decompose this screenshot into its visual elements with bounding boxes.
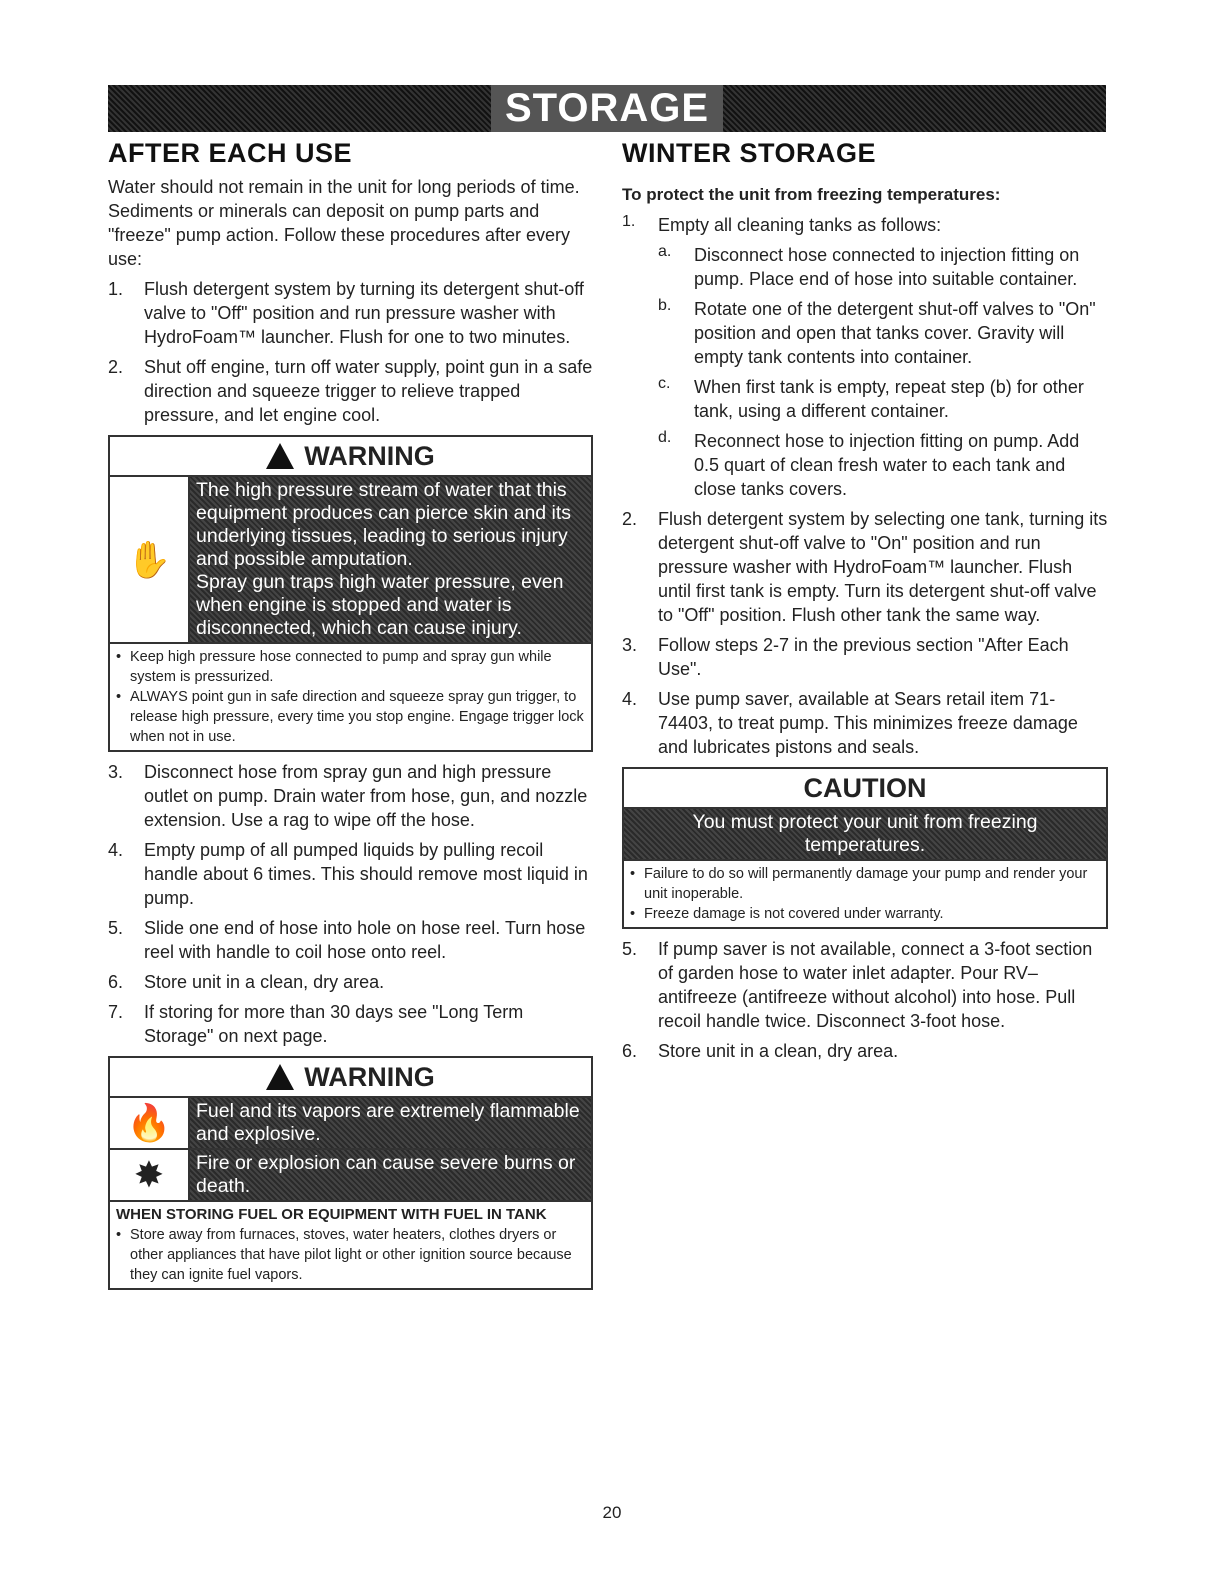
step-text: Store unit in a clean, dry area.: [144, 972, 385, 992]
intro-text: Water should not remain in the unit for long periods of time. Sediments or minerals can deposit on pump parts and "freeze" pump action. Follow these procedures after every use:: [108, 177, 580, 269]
note-item: • ALWAYS point gun in safe direction and squeeze spray gun trigger, to release high pressure, every time you stop engine. Engage trigger lock when not in use.: [116, 689, 584, 745]
note-item: • Freeze damage is not covered under warranty.: [630, 906, 944, 922]
winter-storage-column: [622, 138, 1108, 1063]
warning-message-row: [110, 477, 591, 644]
note-item: • Keep high pressure hose connected to pump and spray gun while system is pressurized.: [116, 647, 585, 687]
step-text: Empty pump of all pumped liquids by pulling recoil handle about 6 times. This should remove most liquid in pump.: [144, 840, 588, 908]
after-steps-a: [108, 277, 593, 427]
list-item: [108, 1000, 593, 1048]
section-banner: [108, 85, 1106, 132]
warning-message: Fuel and its vapors are extremely flammable and explosive.: [190, 1098, 591, 1148]
step-text: Rotate one of the detergent shut-off valves to "On" position and open that tanks cover. Gravity will empty tank contents into container.: [694, 299, 1096, 367]
fire-icon: 🔥: [110, 1098, 190, 1148]
note-text: Failure to do so will permanently damage your pump and render your unit inoperable.: [644, 866, 1088, 902]
note-item: • Failure to do so will permanently damage your pump and render your unit inoperable.: [630, 864, 1100, 904]
warning-notes: [110, 644, 591, 750]
page-number: 20: [602, 1503, 622, 1522]
step-text: If pump saver is not available, connect a 3-foot section of garden hose to water inlet adapter. Pour RV–antifreeze (antifreeze without alcohol) into hose. Pull recoil handle twice. Disconnect 3-foot hose.: [658, 939, 1093, 1031]
step-number: 5.: [108, 918, 124, 938]
step-number: 6.: [108, 972, 124, 992]
warning-box-fuel: [108, 1056, 593, 1290]
winter-storage-heading: WINTER STORAGE: [622, 138, 877, 168]
note-text: Store away from furnaces, stoves, water heaters, clothes dryers or other appliances that have pilot light or other ignition source because they can ignite fuel vapors.: [130, 1227, 572, 1283]
warning-messages: [190, 477, 591, 642]
warning-notes: [116, 1225, 585, 1285]
step-text: When first tank is empty, repeat step (b) for other tank, using a different container.: [694, 377, 1084, 421]
list-item: [108, 355, 593, 427]
note-text: ALWAYS point gun in safe direction and squeeze spray gun trigger, to release high pressure, every time you stop engine. Engage trigger lock when not in use.: [130, 689, 584, 745]
note-item: • Store away from furnaces, stoves, water heaters, clothes dryers or other appliances that have pilot light or other ignition source because they can ignite fuel vapors.: [116, 1225, 585, 1285]
step-number: 3.: [622, 635, 638, 655]
step-text: Shut off engine, turn off water supply, point gun in a safe direction and squeeze trigger to relieve trapped pressure, and let engine cool.: [144, 357, 593, 425]
step-number: 6.: [622, 1041, 638, 1061]
after-each-use-column: [108, 138, 593, 1298]
warning-message-row: [110, 1150, 591, 1202]
step-text: Use pump saver, available at Sears retail item 71-74403, to treat pump. This minimizes freeze damage and lubricates pistons and seals.: [658, 689, 1078, 757]
step-text: Flush detergent system by selecting one tank, turning its detergent shut-off valve to "On" position and run pressure washer with HydroFoam™ launcher. Flush until first tank is empty. Turn its detergent shut-off valve to "Off" position. Flush other tank the same way.: [658, 509, 1108, 625]
step-text: Slide one end of hose into hole on hose reel. Turn hose reel with handle to coil hose onto reel.: [144, 918, 586, 962]
step-number: 7.: [108, 1002, 124, 1022]
list-item: [108, 970, 593, 994]
step-text: Follow steps 2-7 in the previous section "After Each Use".: [658, 635, 1069, 679]
step-text: Empty all cleaning tanks as follows:: [658, 215, 942, 235]
winter-steps-a: [622, 507, 1108, 759]
list-item: [622, 687, 1108, 759]
step-number: 5.: [622, 939, 638, 959]
winter-steps-b: [622, 937, 1108, 1063]
note-text: Freeze damage is not covered under warranty.: [644, 906, 944, 922]
warning-message: Fire or explosion can cause severe burns or death.: [190, 1150, 591, 1200]
step-number: 4.: [622, 689, 638, 709]
warning-header: [110, 437, 591, 477]
winter-substeps: [622, 243, 1108, 501]
warning-triangle-icon: [266, 1064, 294, 1090]
step-text: Store unit in a clean, dry area.: [658, 1041, 899, 1061]
step-text: Flush detergent system by turning its detergent shut-off valve to "Off" position and run pressure washer with HydroFoam™ launcher. Flush for one to two minutes.: [144, 279, 584, 347]
step-text: If storing for more than 30 days see "Long Term Storage" on next page.: [144, 1002, 524, 1046]
list-item: [108, 916, 593, 964]
caution-message: You must protect your unit from freezing temperatures.: [624, 809, 1106, 859]
warning-label: WARNING: [304, 441, 435, 471]
winter-subheading: To protect the unit from freezing temperatures:: [622, 185, 1001, 204]
step-number: 2.: [622, 509, 638, 529]
caution-message-row: [624, 809, 1106, 861]
step-letter: a.: [658, 243, 672, 260]
warning-message: The high pressure stream of water that this equipment produces can pierce skin and its underlying tissues, leading to serious injury and possible amputation.: [196, 479, 572, 570]
step-text: Disconnect hose from spray gun and high pressure outlet on pump. Drain water from hose, gun, and nozzle extension. Use a rag to wipe off the hose.: [144, 762, 588, 830]
warning-triangle-icon: [266, 443, 294, 469]
caution-box: [622, 767, 1108, 929]
caution-header: CAUTION: [624, 769, 1106, 809]
list-item: [622, 507, 1108, 627]
list-item: [622, 1039, 1108, 1063]
list-item: [622, 633, 1108, 681]
section-title: STORAGE: [491, 85, 723, 132]
sub-list-item: [622, 243, 1108, 291]
list-item: [108, 277, 593, 349]
list-item: [622, 937, 1108, 1033]
list-item: [108, 838, 593, 910]
sub-list-item: [622, 375, 1108, 423]
explosion-icon: ✸: [110, 1150, 190, 1200]
step-letter: b.: [658, 297, 672, 314]
caution-notes: [624, 861, 1106, 927]
warning-message: Spray gun traps high water pressure, even when engine is stopped and water is disconnected, which can cause injury.: [196, 571, 564, 639]
warning-message-row: [110, 1098, 591, 1150]
step-letter: c.: [658, 375, 671, 392]
sub-list-item: [622, 297, 1108, 369]
step-number: 2.: [108, 357, 124, 377]
step-number: 1.: [108, 279, 124, 299]
step-number: 3.: [108, 762, 124, 782]
note-text: Keep high pressure hose connected to pump and spray gun while system is pressurized.: [130, 649, 552, 685]
step-letter: d.: [658, 429, 672, 446]
notes-heading: WHEN STORING FUEL OR EQUIPMENT WITH FUEL IN TANK: [116, 1206, 547, 1223]
warning-label: WARNING: [304, 1062, 435, 1092]
step-number: 4.: [108, 840, 124, 860]
sub-list-item: [622, 429, 1108, 501]
warning-box-pressure: [108, 435, 593, 752]
list-item: 1. Empty all cleaning tanks as follows:: [622, 213, 942, 235]
warning-header: [110, 1058, 591, 1098]
step-text: Reconnect hose to injection fitting on pump. Add 0.5 quart of clean fresh water to each tank and close tanks covers.: [694, 431, 1080, 499]
after-each-use-heading: AFTER EACH USE: [108, 138, 353, 168]
step-text: Disconnect hose connected to injection fitting on pump. Place end of hose into suitable container.: [694, 245, 1080, 289]
list-item: [108, 760, 593, 832]
after-steps-b: [108, 760, 593, 1048]
high-pressure-injection-icon: ✋: [110, 477, 190, 642]
